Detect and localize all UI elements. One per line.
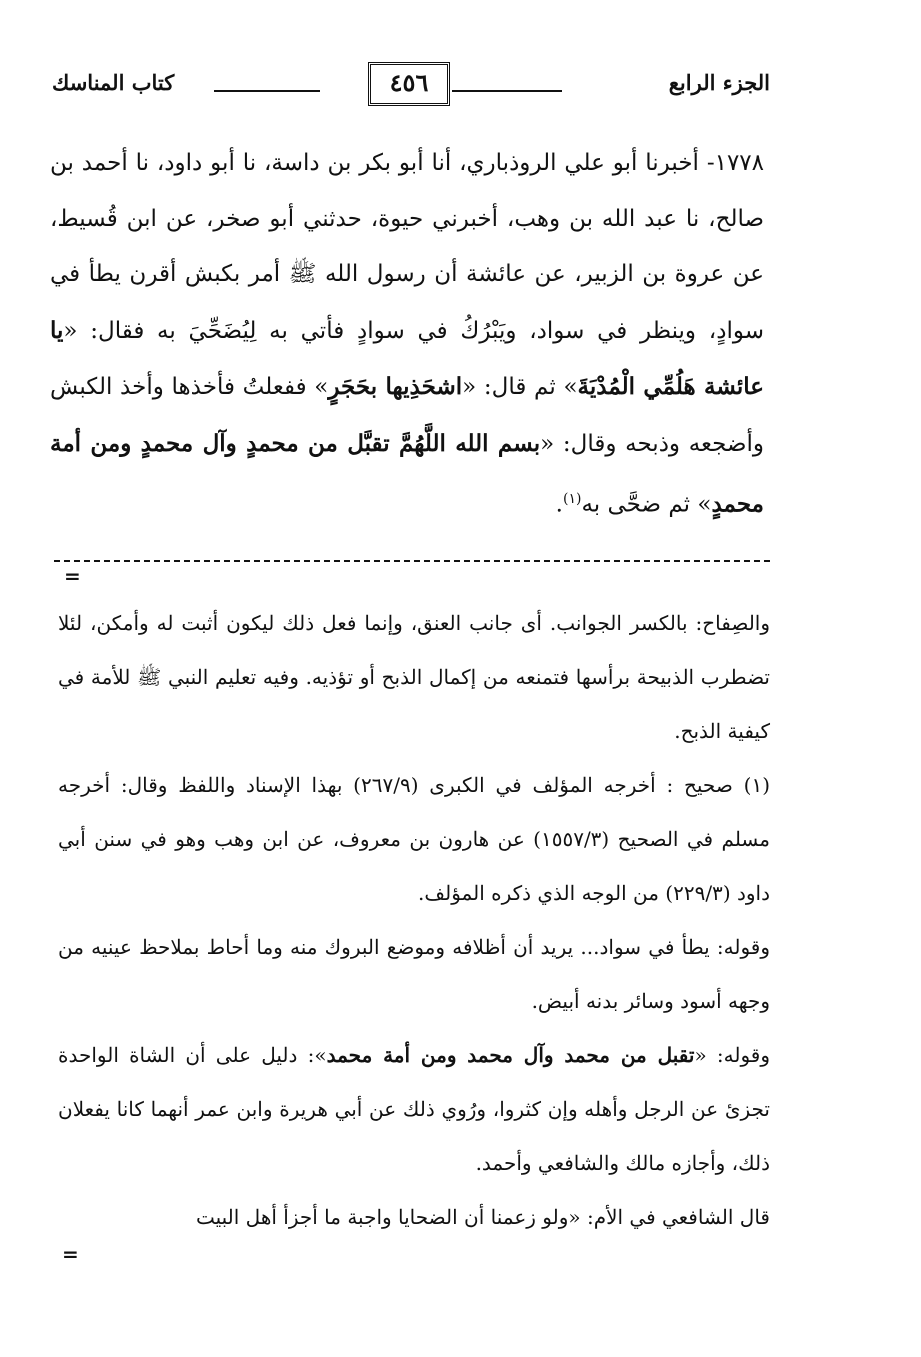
hadith-text-part-3: » ففعلتُ فأخذها وأخذ الكبش وأضجعه وذبحه وقال: « [50,374,764,457]
note-continuation: والصِفاح: بالكسر الجوانب. أى جانب العنق، وإنما فعل ذلك ليكون أثبت له وأمكن، لئلا تضطرب الذبيحة برأسها فتمنعه من إكمال الذبح أو تؤذيه. وفيه تعليم النبي ﷺ للأمة في كيفية الذبح. [58,611,770,743]
note-paragraph-3-rest: »: دليل على أن الشاة الواحدة تجزئ عن الرجل وأهله وإن كثروا، ورُوي ذلك عن أبي هريرة وابن عمر أنهما كانا يفعلان ذلك، وأجازه مالك والشافعي وأحمد. [58,1043,770,1175]
footnote-separator [54,560,770,588]
continuation-mark: = [64,564,81,588]
footnote-number: (١) [743,773,771,797]
hadith-quote-3: بسم الله اللَّهُمَّ تقبَّل من محمدٍ وآل محمدٍ ومن أمة محمدٍ [50,429,764,518]
header-rule-left [214,90,320,92]
header-rule-right [452,90,562,92]
hadith-text-part-4: » ثم ضحَّى به [581,491,712,518]
note-paragraph-3-quote: تقبل من محمد وآل محمد ومن أمة محمد [326,1043,695,1067]
hadith-text-part-1: أخبرنا أبو علي الروذباري، أنا أبو بكر بن داسة، نا أبو داود، نا أحمد بن صالح، نا عبد الله بن وهب، أخبرني حيوة، حدثني أبو صخر، عن ابن قُسيط، عن عروة بن الزبير، عن عائشة أن رسول الله ﷺ أمر بكبش أقرن يطأ في سوادٍ، وينظر في سواد، ويَبْرُكُ في سوادٍ فأتي به لِيُضَحِّيَ به فقال: « [50,150,764,344]
hadith-end: . [555,491,563,518]
hadith-text-part-2: » ثم قال: « [462,374,578,400]
page-header [52,62,770,110]
note-paragraph-3 [58,1028,770,1190]
note-paragraph-2: وقوله: يطأ في سواد... يريد أن أظلافه وموضع البروك منه وما أحاط بملاحظ عينيه من وجهه أسود وسائر بدنه أبيض. [58,935,770,1013]
hadith-quote-1: يا عائشة هَلُمِّي الْمُدْيَةَ [50,316,765,400]
volume-title: الجزء الرابع [668,70,770,95]
page-end-mark: = [62,1242,79,1266]
hadith-number: ١٧٧٨- [706,150,765,176]
footnote-1-text: صحيح : أخرجه المؤلف في الكبرى (٢٦٧/٩) بهذا الإسناد واللفظ وقال: أخرجه مسلم في الصحيح (١٥٥٧/٣) عن هارون بن معروف، عن ابن وهب وهو في سنن أبي داود (٢٢٩/٣) من الوجه الذي ذكره المؤلف. [58,773,770,905]
footnotes [58,596,770,1244]
book-title: كتاب المناسك [52,70,175,95]
hadith-text [50,136,764,533]
note-paragraph-4: قال الشافعي في الأم: «ولو زعمنا أن الضحايا واجبة ما أجزأ أهل البيت [195,1205,770,1229]
hadith-quote-2: اشحَذِيها بحَجَرٍ [328,373,463,400]
note-paragraph-3-lead: وقوله: « [694,1043,770,1067]
page-number: ٤٥٦ [368,62,450,106]
footnote-reference: (١) [562,491,582,507]
separator-line [54,560,770,562]
footnote-1 [58,758,770,920]
